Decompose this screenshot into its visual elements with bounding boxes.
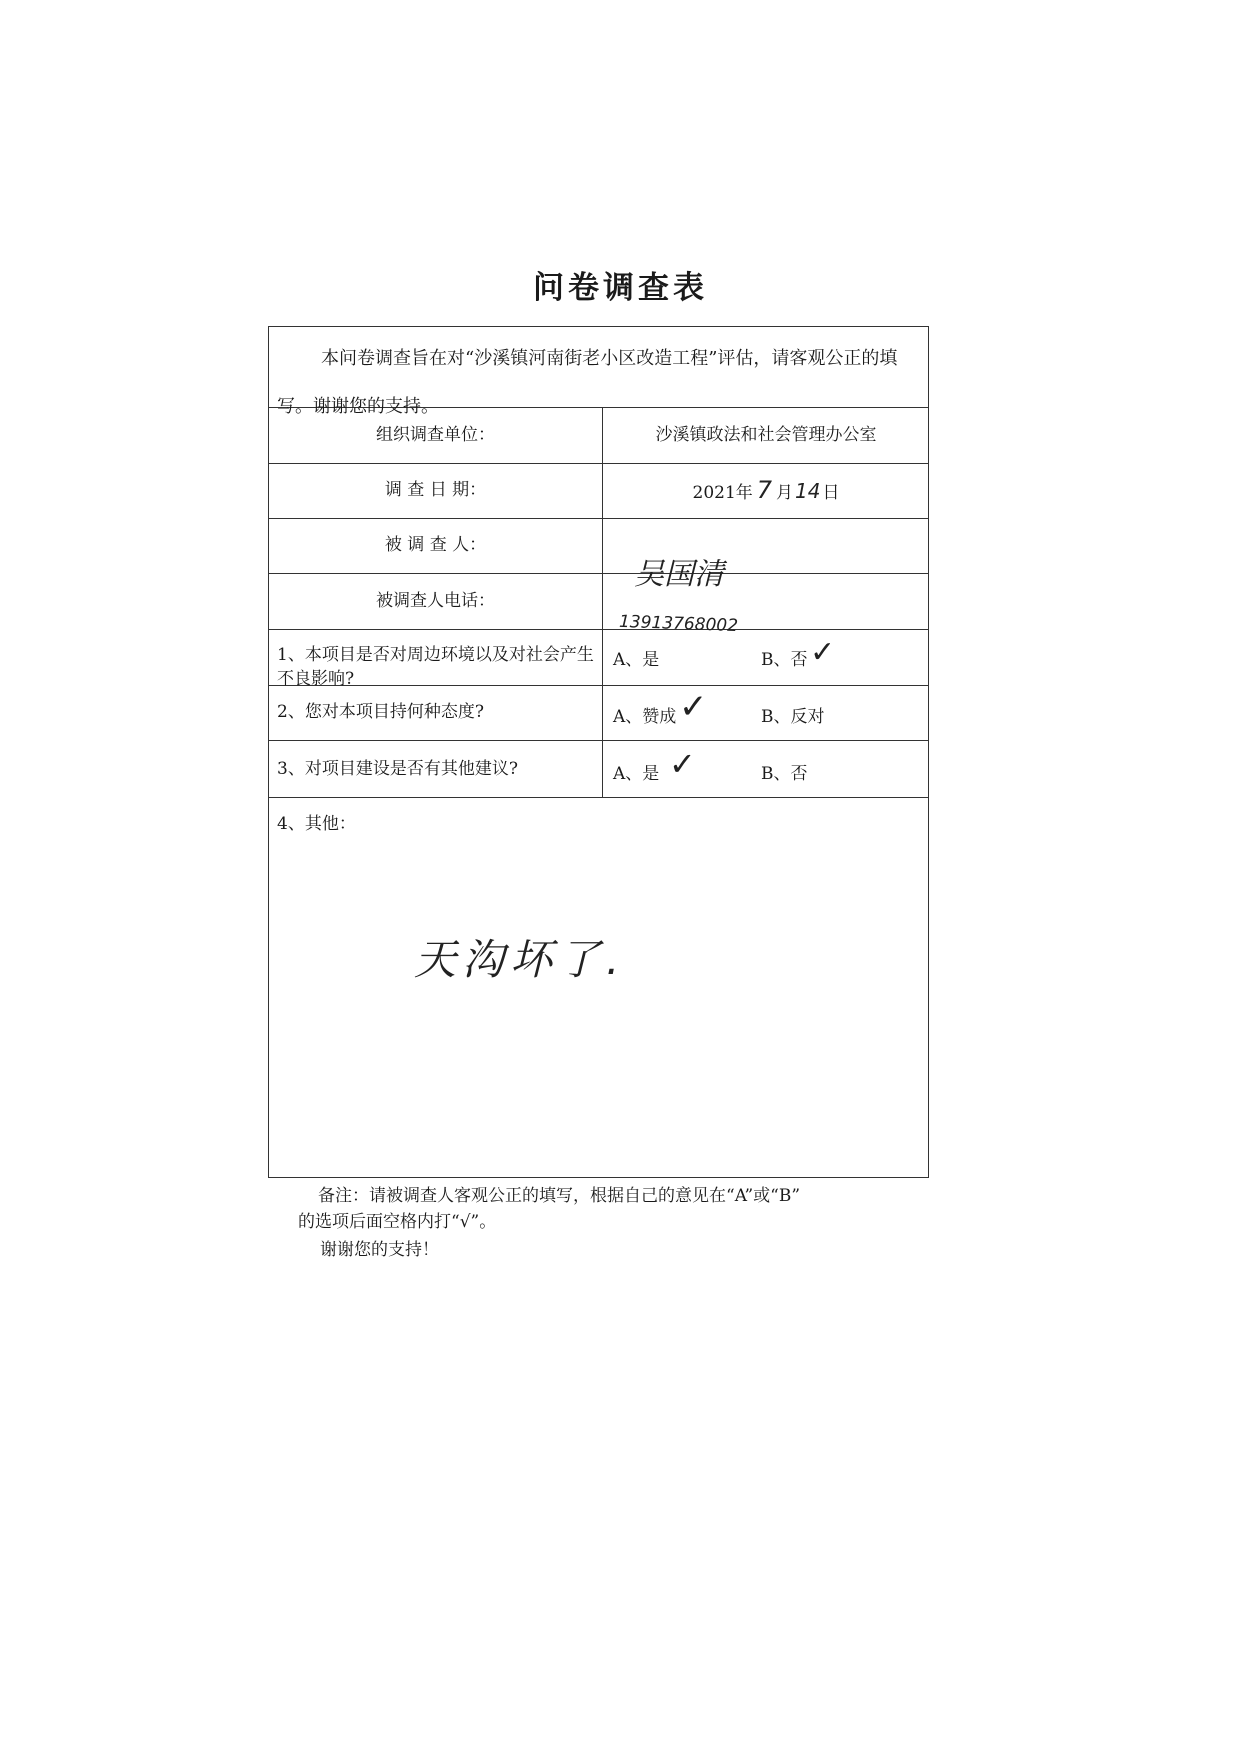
- date-label: 调 查 日 期：: [384, 480, 487, 500]
- row-divider: [269, 629, 928, 630]
- date-day-unit: 日: [822, 483, 840, 503]
- q2-option-b: B、反对: [761, 707, 825, 727]
- phone-value: 13913768002: [618, 611, 739, 637]
- q3-check-mark: ✓: [669, 745, 696, 783]
- question-3: 3、对项目建设是否有其他建议?: [277, 759, 518, 779]
- other-value: 天沟坏了.: [414, 935, 626, 984]
- question-1: 1、本项目是否对周边环境以及对社会产生不良影响?: [277, 645, 594, 689]
- q3-option-a: A、是: [613, 764, 660, 784]
- note-line-2: 的选项后面空格内打“√”。: [298, 1212, 497, 1232]
- date-month-unit: 月: [776, 483, 794, 503]
- q2-option-a: A、赞成: [613, 707, 677, 727]
- row-divider: [269, 740, 928, 741]
- phone-label: 被调查人电话：: [376, 591, 495, 611]
- date-month: 7: [756, 476, 773, 504]
- q1-option-a: A、是: [613, 650, 660, 670]
- q1-check-mark: ✓: [810, 635, 836, 670]
- q2-check-mark: ✓: [679, 687, 708, 727]
- note-line-1: 备注：请被调查人客观公正的填写，根据自己的意见在“A”或“B”: [318, 1186, 801, 1206]
- row-divider: [269, 797, 928, 798]
- respondent-value: 吴国清: [634, 557, 724, 592]
- org-value: 沙溪镇政法和社会管理办公室: [655, 425, 877, 445]
- survey-form: [268, 326, 929, 1178]
- org-label: 组织调查单位：: [376, 425, 495, 445]
- other-label: 4、其他：: [277, 814, 356, 834]
- question-2: 2、您对本项目持何种态度?: [277, 702, 484, 722]
- note-line-3: 谢谢您的支持！: [320, 1240, 439, 1260]
- date-day: 14: [795, 479, 821, 503]
- respondent-label: 被 调 查 人：: [384, 535, 487, 555]
- q1-option-b: B、否: [761, 650, 808, 670]
- q3-option-b: B、否: [761, 764, 808, 784]
- date-value: [602, 463, 930, 521]
- date-year: 2021年: [692, 483, 753, 503]
- intro-text: 本问卷调查旨在对“沙溪镇河南街老小区改造工程”评估，请客观公正的填写。谢谢您的支持。: [277, 348, 898, 417]
- page-title: 问卷调查表: [533, 270, 708, 306]
